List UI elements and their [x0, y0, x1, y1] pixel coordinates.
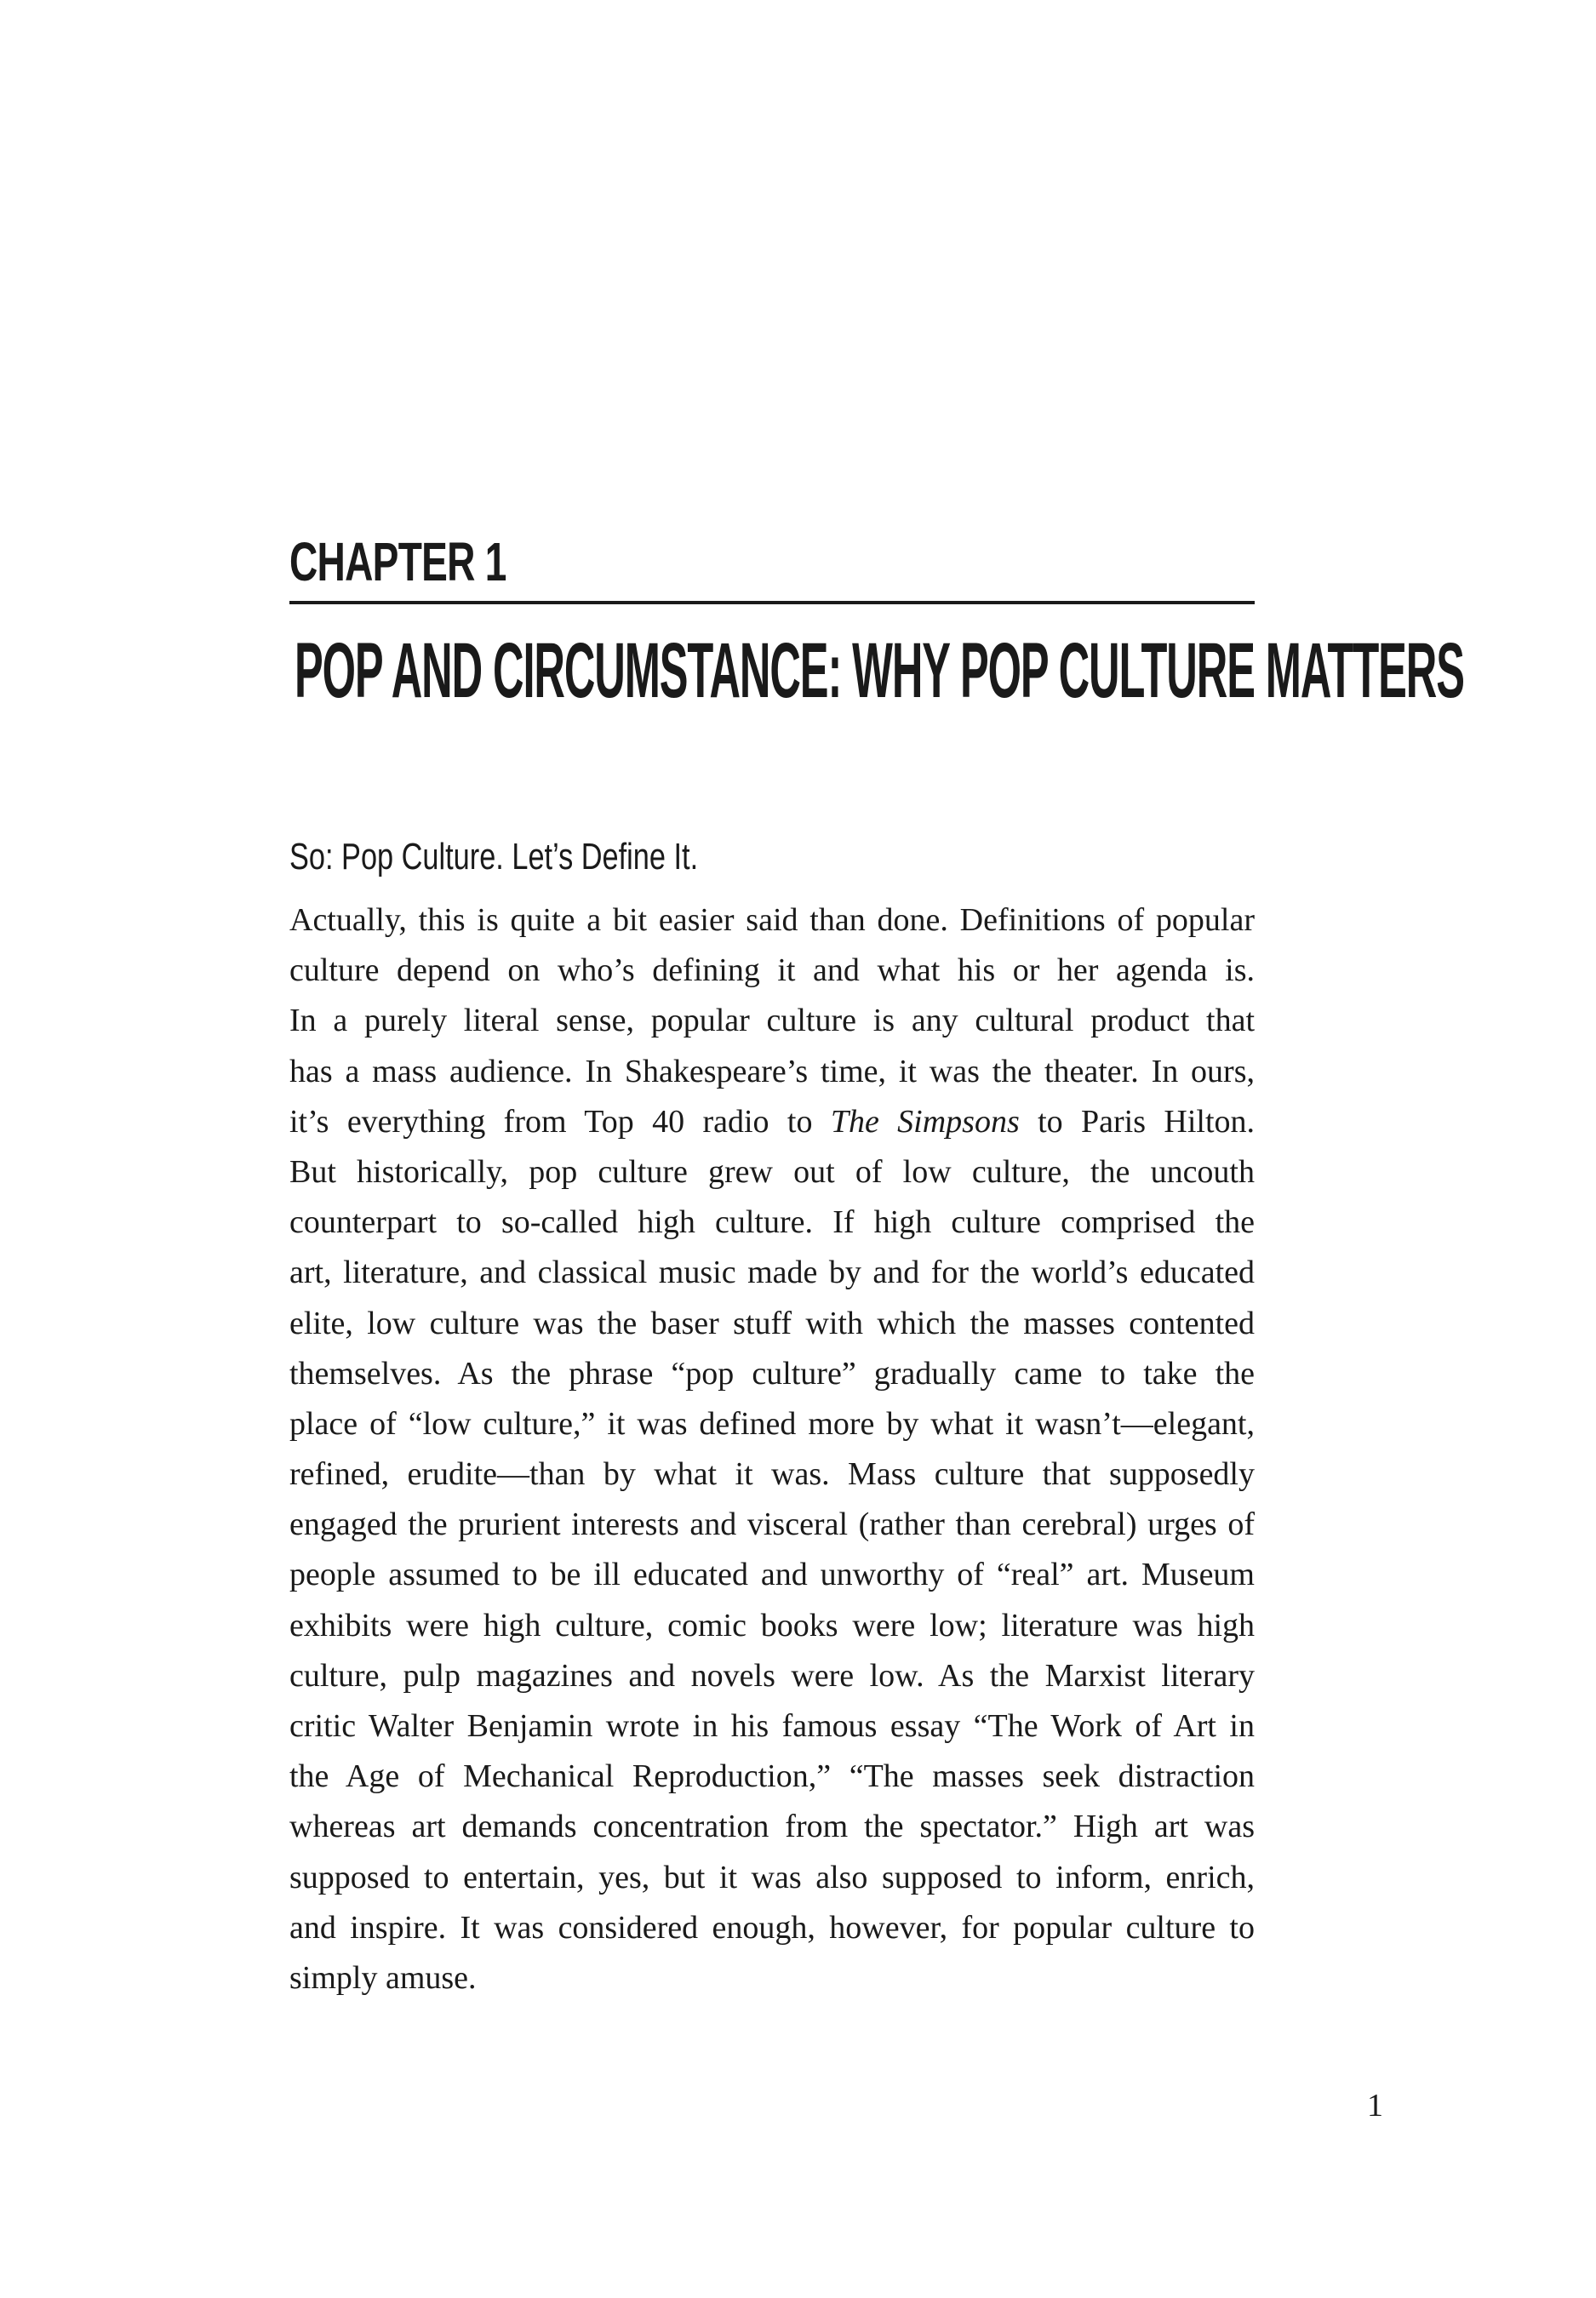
section-heading: So: Pop Culture. Let’s Define It.	[289, 836, 699, 877]
chapter-label: CHAPTER 1	[289, 531, 506, 592]
paragraph-line: refined, erudite—than by what it was. Mass culture that supposedly	[289, 1456, 1255, 1493]
paragraph-line: supposed to entertain, yes, but it was also supposed to inform, enrich,	[289, 1859, 1255, 1895]
paragraph-line: people assumed to be ill educated and unworthy of “real” art. Museum	[289, 1557, 1255, 1593]
paragraph-line: culture, pulp magazines and novels were low. As the Marxist literary	[289, 1657, 1255, 1694]
paragraph-line: the Age of Mechanical Reproduction,” “The masses seek distraction	[289, 1758, 1255, 1795]
title-italic: The Simpsons	[830, 1103, 1020, 1140]
paragraph-line: counterpart to so-called high culture. If high culture comprised the	[289, 1204, 1255, 1241]
paragraph-line: culture depend on who’s defining it and what his or her agenda is.	[289, 952, 1255, 989]
paragraph-line: whereas art demands concentration from the spectator.” High art was	[289, 1809, 1255, 1845]
paragraph-line: engaged the prurient interests and visceral (rather than cerebral) urges of	[289, 1506, 1255, 1543]
paragraph-line: Actually, this is quite a bit easier said than done. Definitions of popular	[289, 902, 1255, 938]
paragraph-line: simply amuse.	[289, 1959, 477, 1996]
paragraph-line: has a mass audience. In Shakespeare’s time, it was the theater. In ours,	[289, 1053, 1255, 1089]
paragraph-line: But historically, pop culture grew out of low culture, the uncouth	[289, 1153, 1255, 1190]
paragraph-line: place of “low culture,” it was defined more by what it wasn’t—elegant,	[289, 1405, 1255, 1442]
paragraph-line: critic Walter Benjamin wrote in his famous essay “The Work of Art in	[289, 1708, 1255, 1744]
paragraph-line: it’s everything from Top 40 radio to The Simpsons to Paris Hilton.	[289, 1103, 1255, 1140]
paragraph-line: art, literature, and classical music made by and for the world’s educated	[289, 1255, 1255, 1291]
paragraph-line: elite, low culture was the baser stuff with which the masses contented	[289, 1305, 1255, 1341]
paragraph-line: exhibits were high culture, comic books were low; literature was high	[289, 1607, 1255, 1643]
chapter-title: POP AND CIRCUMSTANCE: WHY POP CULTURE MATTERS	[295, 627, 1464, 714]
paragraph-line: and inspire. It was considered enough, however, for popular culture to	[289, 1909, 1255, 1946]
paragraph-line: themselves. As the phrase “pop culture” gradually came to take the	[289, 1355, 1255, 1392]
paragraph-line: In a purely literal sense, popular culture is any cultural product that	[289, 1003, 1255, 1039]
page-number: 1	[1367, 2088, 1383, 2124]
chapter-divider	[289, 601, 1255, 604]
body-paragraph	[289, 895, 1255, 2004]
